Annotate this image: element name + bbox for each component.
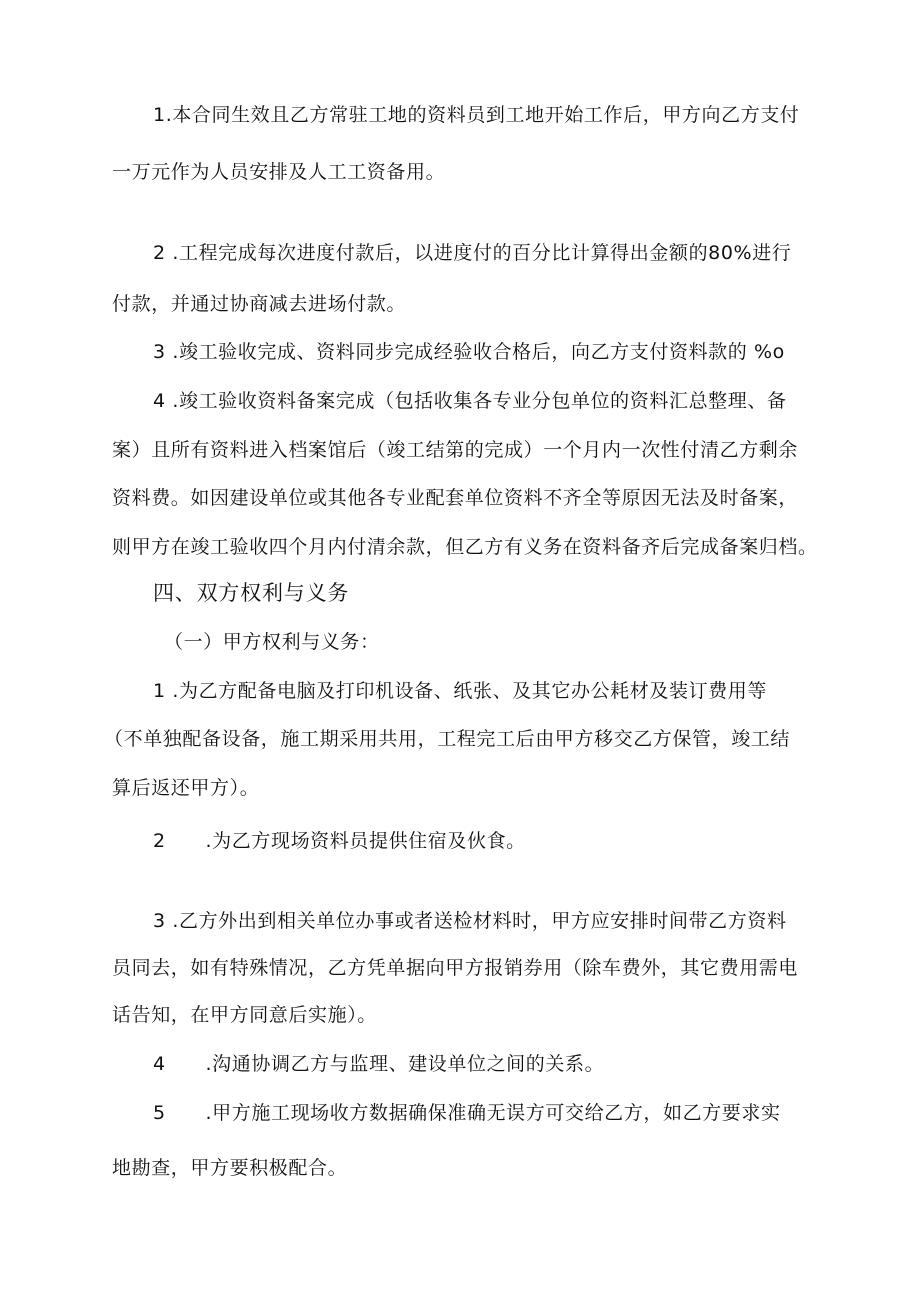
section-heading: 四、双方权利与义务: [153, 581, 350, 605]
item-5-line-1: 5 .甲方施工现场收方数据确保准确无误方可交给乙方，如乙方要求实: [153, 1102, 781, 1124]
paragraph-2-line-1: 2 .工程完成每次进度付款后，以进度付的百分比计算得出金额的80%进行: [153, 242, 792, 264]
paragraph-4-line-3: 资料费。如因建设单位或其他各专业配套单位资料不齐全等原因无法及时备案，: [112, 487, 799, 509]
item-5-line-2: 地勘查，甲方要积极配合。: [112, 1157, 348, 1179]
paragraph-3-line-1: 3 .竣工验收完成、资料同步完成经验收合格后，向乙方支付资料款的 %o: [153, 341, 785, 363]
item-1-line-1: 1 .为乙方配备电脑及打印机设备、纸张、及其它办公耗材及装订费用等: [153, 680, 767, 702]
item-1-line-2: （不单独配备设备，施工期采用共用，工程完工后由甲方移交乙方保管，竣工结: [104, 728, 791, 750]
item-4-line-1: 4 .沟通协调乙方与监理、建设单位之间的关系。: [153, 1053, 605, 1075]
paragraph-4-line-4: 则甲方在竣工验收四个月内付清余款，但乙方有义务在资料备齐后完成备案归档。: [112, 536, 818, 558]
paragraph-2-line-2: 付款，并通过协商减去进场付款。: [112, 293, 407, 315]
paragraph-4-line-2: 案）且所有资料进入档案馆后（竣工结第的完成）一个月内一次性付清乙方剩余: [112, 439, 799, 461]
item-1-line-3: 算后返还甲方）。: [112, 777, 260, 799]
paragraph-1-line-1: 1.本合同生效且乙方常驻工地的资料员到工地开始工作后，甲方向乙方支付: [153, 104, 800, 126]
item-3-line-2: 员同去，如有特殊情况，乙方凭单据向甲方报销券用（除车费外，其它费用需电: [112, 957, 799, 979]
subsection-heading: （一）甲方权利与义务：: [164, 631, 380, 653]
item-3-line-3: 话告知，在甲方同意后实施）。: [112, 1004, 377, 1026]
item-3-line-1: 3 .乙方外出到相关单位办事或者送检材料时，甲方应安排时间带乙方资料: [153, 910, 787, 932]
item-2-line-1: 2 .为乙方现场资料员提供住宿及伙食。: [153, 830, 526, 852]
paragraph-4-line-1: 4 .竣工验收资料备案完成（包括收集各专业分包单位的资料汇总整理、备: [153, 390, 787, 412]
paragraph-1-line-2: 一万元作为人员安排及人工工资备用。: [112, 161, 446, 183]
